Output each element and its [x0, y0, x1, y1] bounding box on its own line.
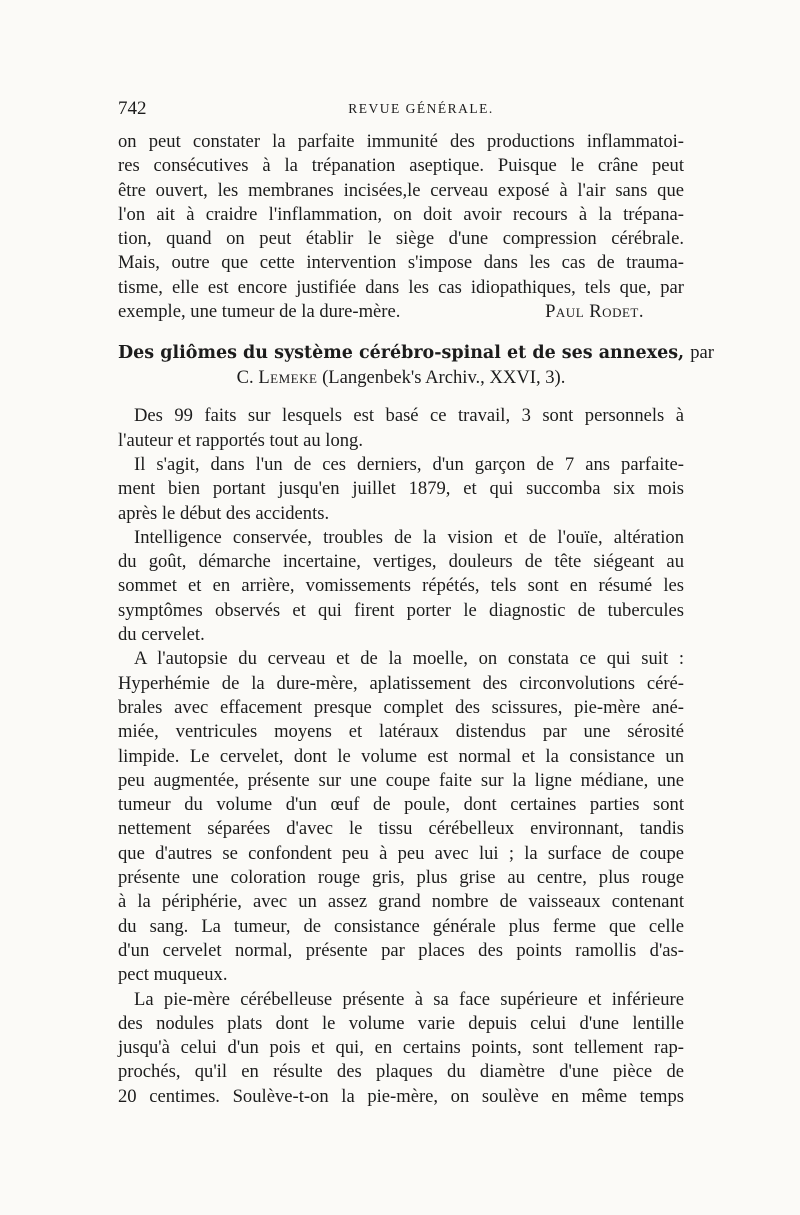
- paragraph: [118, 526, 684, 647]
- text-line: 20 centimes. Soulève-t-on la pie-mère, on soulève en même temps: [118, 1085, 684, 1107]
- text-line: prochés, qu'il en résulte des plaques du diamètre d'une pièce de: [118, 1061, 684, 1083]
- text-line: d'un cervelet normal, présente par places des points ramollis d'as-: [118, 939, 684, 961]
- text-line: être ouvert, les membranes incisées,le cerveau exposé à l'air sans que: [118, 179, 684, 201]
- author-signature: Paul Rodet.: [545, 301, 644, 323]
- text-line: Hyperhémie de la dure-mère, aplatissement des circonvolutions céré-: [118, 672, 684, 694]
- text-line: l'on ait à craidre l'inflammation, on doit avoir recours à la trépana-: [118, 203, 684, 225]
- text-line: pect muqueux.: [118, 964, 228, 986]
- text-line: limpide. Le cervelet, dont le volume est normal et la consistance un: [118, 745, 684, 767]
- intro-closing-text: exemple, une tumeur de la dure-mère.: [118, 301, 401, 323]
- text-line: nettement séparées d'avec le tissu cérébelleux environnant, tandis: [118, 818, 684, 840]
- text-line: Intelligence conservée, troubles de la vision et de l'ouïe, altération: [134, 526, 684, 548]
- text-line: La pie-mère cérébelleuse présente à sa face supérieure et inférieure: [134, 988, 684, 1010]
- intro-paragraph: [118, 130, 684, 300]
- text-line: à la périphérie, avec un assez grand nombre de vaisseaux contenant: [118, 891, 684, 913]
- text-line: des nodules plats dont le volume varie depuis celui d'une lentille: [118, 1012, 684, 1034]
- text-line: on peut constater la parfaite immunité des productions inflammatoi-: [118, 131, 684, 152]
- text-line: res consécutives à la trépanation aseptique. Puisque le crâne peut: [118, 155, 684, 177]
- text-line: ment bien portant jusqu'en juillet 1879, et qui succomba six mois: [118, 478, 684, 500]
- text-line: après le début des accidents.: [118, 502, 330, 524]
- article-title-line-1: [118, 340, 714, 365]
- paragraph: [118, 404, 684, 453]
- text-line: Des 99 faits sur lesquels est basé ce travail, 3 sont personnels à: [134, 405, 684, 427]
- article-title-text: Des gliômes du système cérébro-spinal et de ses annexes,: [118, 343, 685, 364]
- text-line: que d'autres se confondent peu à peu avec lui ; la surface de coupe: [118, 842, 684, 864]
- page-header: [118, 98, 684, 124]
- text-line: jusqu'à celui d'un pois et qui, en certains points, sont tellement rap-: [118, 1037, 684, 1059]
- author-initial: C.: [236, 367, 254, 389]
- text-line: Il s'agit, dans l'un de ces derniers, d'un garçon de 7 ans parfaite-: [134, 453, 684, 475]
- text-line: du cervelet.: [118, 624, 205, 646]
- paragraph: [118, 647, 684, 987]
- text-line: peu augmentée, présente sur une coupe faite sur la ligne médiane, une: [118, 769, 684, 791]
- text-line: l'auteur et rapportés tout au long.: [118, 429, 363, 451]
- article-source: (Langenbek's Archiv., XXVI, 3).: [322, 367, 566, 389]
- article-title-par: par: [690, 342, 714, 364]
- article-body: [118, 404, 684, 1109]
- text-line: A l'autopsie du cerveau et de la moelle, on constata ce qui suit :: [134, 648, 684, 670]
- text-line: du goût, démarche incertaine, vertiges, douleurs de tête siégeant au: [118, 551, 684, 573]
- text-line: miée, ventricules moyens et latéraux distendus par une sérosité: [118, 721, 684, 743]
- text-line: tisme, elle est encore justifiée dans les cas idiopathiques, tels que, par: [118, 276, 684, 298]
- text-line: du sang. La tumeur, de consistance générale plus ferme que celle: [118, 915, 684, 937]
- text-line: tion, quand on peut établir le siège d'une compression cérébrale.: [118, 228, 684, 250]
- text-line: tumeur du volume d'un œuf de poule, dont certaines parties sont: [118, 794, 684, 816]
- text-line: brales avec effacement presque complet des scissures, pie-mère ané-: [118, 696, 684, 718]
- running-head: REVUE GÉNÉRALE.: [348, 101, 494, 116]
- text-line: présente une coloration rouge gris, plus grise au centre, plus rouge: [118, 867, 684, 889]
- article-title-line-2: [118, 365, 684, 390]
- paragraph: [118, 453, 684, 526]
- text-line: Mais, outre que cette intervention s'impose dans les cas de trauma-: [118, 252, 684, 274]
- article-title: [118, 340, 714, 390]
- paragraph: [118, 988, 684, 1109]
- text-line: symptômes observés et qui firent porter le diagnostic de tubercules: [118, 599, 684, 621]
- text-line: sommet et en arrière, vomissements répétés, tels sont en résumé les: [118, 575, 684, 597]
- author-name: Lemeke: [258, 367, 318, 389]
- page-number: 742: [118, 98, 147, 119]
- body-text: [118, 130, 714, 1109]
- intro-last-line: [118, 300, 684, 324]
